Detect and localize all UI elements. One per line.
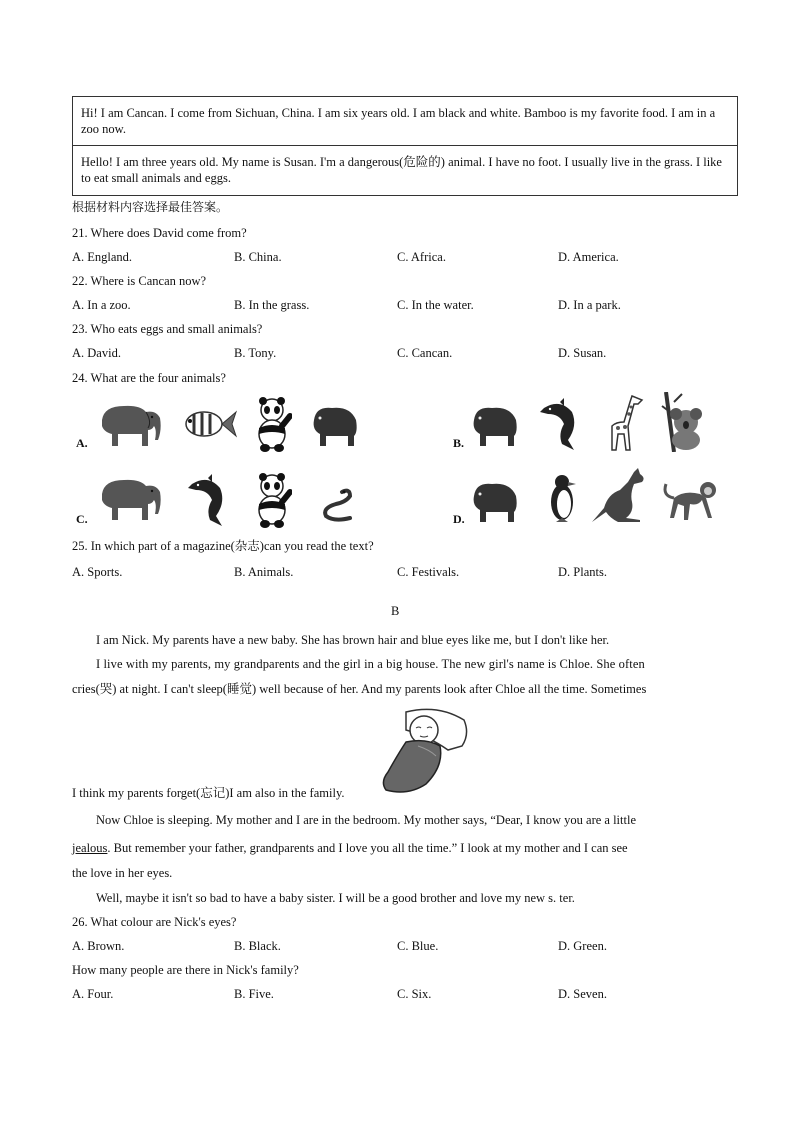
q22-option-d[interactable]: D. In a park. [558, 298, 621, 312]
info-box [72, 96, 738, 196]
q24-option-c[interactable]: C. [76, 512, 88, 526]
bear-icon [310, 402, 360, 448]
fish-icon [180, 404, 238, 444]
passage-p2c: I think my parents forget(忘记)I am also in the family. [72, 786, 345, 800]
elephant-icon [94, 400, 166, 450]
q22-option-a[interactable]: A. In a zoo. [72, 298, 131, 312]
koala-icon [660, 392, 708, 452]
panda-icon [252, 472, 292, 530]
susan-intro: Hello! I am three years old. My name is Susan. I'm a dangerous(危险的) animal. I have no foot. I usually live in the grass. I like to eat small animals and eggs. [81, 155, 722, 185]
q27-option-a[interactable]: A. Four. [72, 987, 114, 1001]
jealous-underlined: jealous [72, 841, 108, 855]
dolphin-icon [538, 398, 580, 452]
passage-p1: I am Nick. My parents have a new baby. She has brown hair and blue eyes like me, but I don't like her. [96, 633, 610, 647]
q23-option-d[interactable]: D. Susan. [558, 346, 607, 360]
passage-p3a: Now Chloe is sleeping. My mother and I are in the bedroom. My mother says, “Dear, I know you are a little [96, 813, 636, 827]
elephant-icon [94, 474, 166, 524]
passage-p3c: the love in her eyes. [72, 866, 173, 880]
q22-stem: 22. Where is Cancan now? [72, 274, 207, 288]
q24-option-d[interactable]: D. [453, 512, 465, 526]
q25-option-a[interactable]: A. Sports. [72, 565, 123, 579]
q26-stem: 26. What colour are Nick's eyes? [72, 915, 237, 929]
q23-option-b[interactable]: B. Tony. [234, 346, 277, 360]
baby-illustration [378, 706, 472, 794]
bear-icon [470, 478, 520, 524]
bear-icon [470, 402, 520, 448]
q26-option-b[interactable]: B. Black. [234, 939, 281, 953]
passage-p2b: cries(哭) at night. I can't sleep(睡觉) well because of her. And my parents look after Chloe all the time. Sometimes [72, 682, 647, 696]
section-b-heading: B [391, 604, 400, 618]
passage-p3b [72, 840, 628, 856]
passage-p2a: I live with my parents, my grandparents and the girl in a big house. The new girl's name is Chloe. She often [96, 657, 645, 671]
q21-option-c[interactable]: C. Africa. [397, 250, 446, 264]
panda-icon [252, 396, 292, 454]
q26-option-a[interactable]: A. Brown. [72, 939, 125, 953]
q26-option-c[interactable]: C. Blue. [397, 939, 439, 953]
q25-option-d[interactable]: D. Plants. [558, 565, 607, 579]
q24-option-a[interactable]: A. [76, 436, 88, 450]
q25-stem: 25. In which part of a magazine(杂志)can you read the text? [72, 539, 374, 553]
q22-option-c[interactable]: C. In the water. [397, 298, 474, 312]
q22-option-b[interactable]: B. In the grass. [234, 298, 310, 312]
penguin-icon [546, 472, 580, 524]
q23-stem: 23. Who eats eggs and small animals? [72, 322, 263, 336]
q24-option-b[interactable]: B. [453, 436, 465, 450]
q24-stem: 24. What are the four animals? [72, 371, 226, 385]
giraffe-icon [604, 392, 648, 452]
q25-option-c[interactable]: C. Festivals. [397, 565, 460, 579]
passage-p3b-rest: . But remember your father, grandparents and I love you all the time.” I look at my mother and I can see [107, 841, 628, 855]
q27-option-d[interactable]: D. Seven. [558, 987, 607, 1001]
q27-option-c[interactable]: C. Six. [397, 987, 432, 1001]
monkey-icon [662, 478, 720, 522]
q23-option-c[interactable]: C. Cancan. [397, 346, 453, 360]
instruction: 根据材料内容选择最佳答案。 [72, 200, 229, 214]
cancan-intro: Hi! I am Cancan. I come from Sichuan, China. I am six years old. I am black and white. Bamboo is my favorite food. I am in a zoo now. [81, 106, 716, 136]
q25-option-b[interactable]: B. Animals. [234, 565, 294, 579]
kangaroo-icon [590, 468, 650, 524]
q21-stem: 21. Where does David come from? [72, 226, 247, 240]
q21-option-b[interactable]: B. China. [234, 250, 282, 264]
q27-stem: How many people are there in Nick's family? [72, 963, 299, 977]
q21-option-d[interactable]: D. America. [558, 250, 619, 264]
q27-option-b[interactable]: B. Five. [234, 987, 274, 1001]
passage-p4: Well, maybe it isn't so bad to have a baby sister. I will be a good brother and love my new s. ter. [96, 891, 575, 905]
q21-option-a[interactable]: A. England. [72, 250, 133, 264]
q26-option-d[interactable]: D. Green. [558, 939, 607, 953]
q23-option-a[interactable]: A. David. [72, 346, 121, 360]
snake-icon [316, 484, 356, 524]
box-divider [73, 145, 737, 146]
dolphin-icon [186, 474, 228, 528]
